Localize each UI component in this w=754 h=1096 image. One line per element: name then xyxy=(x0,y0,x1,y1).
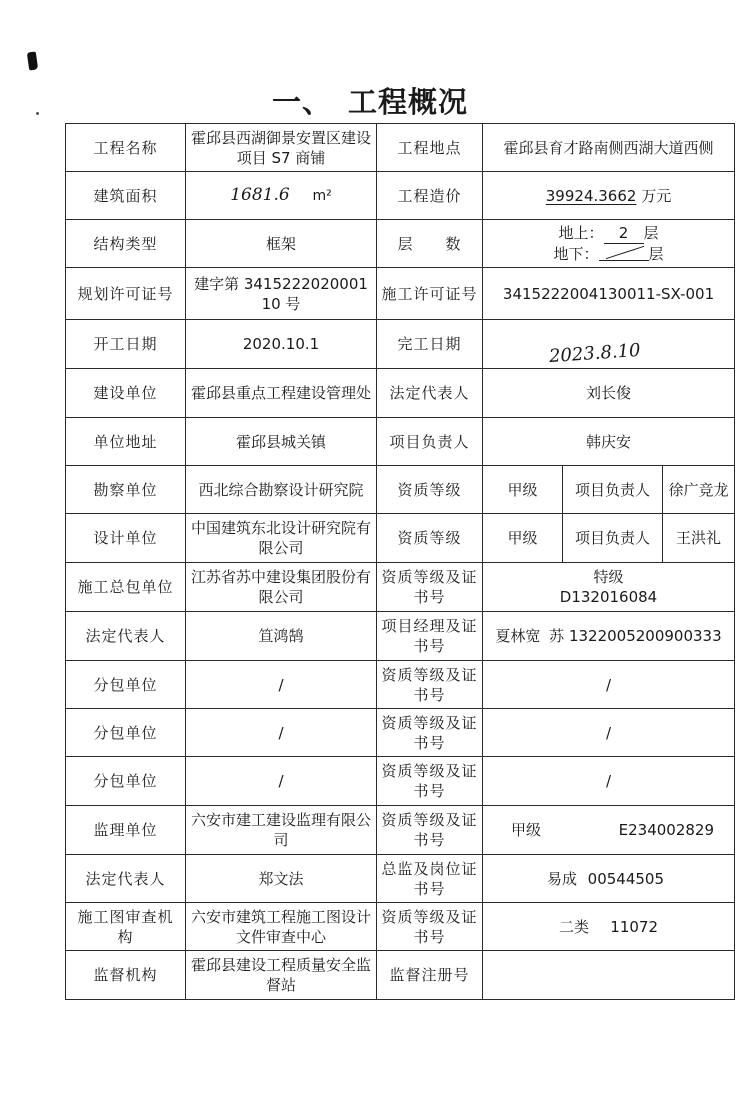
value-planning-permit: 建字第 341522202000110 号 xyxy=(186,268,377,320)
area-unit: m² xyxy=(312,188,332,204)
label-subcontractor-3: 分包单位 xyxy=(66,757,186,806)
label-floors: 层 数 xyxy=(377,220,483,268)
row-subcontractor-3 xyxy=(66,757,735,806)
label-sub2-qualification: 资质等级及证书号 xyxy=(377,709,483,757)
value-completion-date xyxy=(483,320,735,369)
value-supervisor-legal-rep: 郑文法 xyxy=(186,855,377,903)
project-overview-table xyxy=(65,123,735,1000)
row-supervisor xyxy=(66,806,735,855)
floors-below-unit: 层 xyxy=(648,245,664,263)
value-builder: 霍邱县重点工程建设管理处 xyxy=(186,369,377,418)
row-builder xyxy=(66,369,735,418)
label-subcontractor-1: 分包单位 xyxy=(66,661,186,709)
row-address xyxy=(66,418,735,466)
label-oversight-agency: 监督机构 xyxy=(66,951,186,1000)
value-project-cost xyxy=(483,172,735,220)
row-oversight xyxy=(66,951,735,1000)
value-chief-supervisor xyxy=(483,855,735,903)
floors-below xyxy=(487,244,730,264)
value-general-contractor: 江苏省苏中建设集团股份有限公司 xyxy=(186,563,377,612)
label-general-contractor: 施工总包单位 xyxy=(66,563,186,612)
label-contractor-qualification: 资质等级及证书号 xyxy=(377,563,483,612)
value-subcontractor-3: / xyxy=(186,757,377,806)
section-title-text: 工程概况 xyxy=(348,85,469,119)
floors-above-unit: 层 xyxy=(643,224,659,242)
row-supervisor-rep xyxy=(66,855,735,903)
row-dates xyxy=(66,320,735,369)
contractor-grade: 特级 xyxy=(593,568,624,586)
row-contractor-rep xyxy=(66,612,735,661)
row-survey xyxy=(66,466,735,514)
floors-below-blank xyxy=(599,246,649,261)
value-structure-type: 框架 xyxy=(186,220,377,268)
value-supervision-qualification xyxy=(483,806,735,855)
label-oversight-registration: 监督注册号 xyxy=(377,951,483,1000)
label-builder: 建设单位 xyxy=(66,369,186,418)
row-drawing-review xyxy=(66,903,735,951)
label-structure-type: 结构类型 xyxy=(66,220,186,268)
floors-above-value: 2 xyxy=(604,223,644,244)
value-design-unit: 中国建筑东北设计研究院有限公司 xyxy=(186,514,377,563)
value-survey-grade: 甲级 xyxy=(483,466,563,514)
row-subcontractor-2 xyxy=(66,709,735,757)
scan-ink-mark xyxy=(27,51,38,70)
value-start-date: 2020.10.1 xyxy=(186,320,377,369)
value-contractor-legal-rep: 笪鸿鹄 xyxy=(186,612,377,661)
value-project-location: 霍邱县育才路南侧西湖大道西侧 xyxy=(483,124,735,172)
label-sub3-qualification: 资质等级及证书号 xyxy=(377,757,483,806)
project-manager-name: 夏林宽 xyxy=(495,627,541,645)
label-supervision-unit: 监理单位 xyxy=(66,806,186,855)
label-survey-qualification: 资质等级 xyxy=(377,466,483,514)
scan-speck xyxy=(36,112,39,115)
label-project-location: 工程地点 xyxy=(377,124,483,172)
value-oversight-agency: 霍邱县建设工程质量安全监督站 xyxy=(186,951,377,1000)
row-structure xyxy=(66,220,735,268)
label-contractor-legal-rep: 法定代表人 xyxy=(66,612,186,661)
project-manager-cert: 苏 1322005200900333 xyxy=(549,627,722,645)
value-survey-lead: 徐广竞龙 xyxy=(663,466,735,514)
label-unit-address: 单位地址 xyxy=(66,418,186,466)
label-construction-permit: 施工许可证号 xyxy=(377,268,483,320)
value-contractor-qualification xyxy=(483,563,735,612)
label-supervision-qualification: 资质等级及证书号 xyxy=(377,806,483,855)
value-design-lead: 王洪礼 xyxy=(663,514,735,563)
label-design-lead: 项目负责人 xyxy=(563,514,663,563)
label-design-unit: 设计单位 xyxy=(66,514,186,563)
chief-supervisor-name: 易成 xyxy=(547,869,578,888)
floors-above-label: 地上： xyxy=(558,224,604,242)
value-building-area xyxy=(186,172,377,220)
value-project-name: 霍邱县西湖御景安置区建设项目 S7 商铺 xyxy=(186,124,377,172)
area-handwritten: 1681.6 xyxy=(230,185,290,205)
label-completion-date: 完工日期 xyxy=(377,320,483,369)
label-survey-unit: 勘察单位 xyxy=(66,466,186,514)
value-design-grade: 甲级 xyxy=(483,514,563,563)
value-project-manager xyxy=(483,612,735,661)
value-sub3-qualification: / xyxy=(483,757,735,806)
label-project-cost: 工程造价 xyxy=(377,172,483,220)
label-project-manager: 项目经理及证书号 xyxy=(377,612,483,661)
floors-below-label: 地下： xyxy=(553,245,599,263)
value-subcontractor-2: / xyxy=(186,709,377,757)
value-sub1-qualification: / xyxy=(483,661,735,709)
value-oversight-registration xyxy=(483,951,735,1000)
label-subcontractor-2: 分包单位 xyxy=(66,709,186,757)
review-cert: 11072 xyxy=(610,917,659,936)
label-supervisor-legal-rep: 法定代表人 xyxy=(66,855,186,903)
label-chief-supervisor: 总监及岗位证书号 xyxy=(377,855,483,903)
contractor-cert: D132016084 xyxy=(559,588,658,606)
value-project-lead: 韩庆安 xyxy=(483,418,735,466)
label-project-lead: 项目负责人 xyxy=(377,418,483,466)
row-contractor xyxy=(66,563,735,612)
row-design xyxy=(66,514,735,563)
supervision-grade: 甲级 xyxy=(511,821,542,839)
label-planning-permit: 规划许可证号 xyxy=(66,268,186,320)
row-area xyxy=(66,172,735,220)
supervision-cert: E234002829 xyxy=(618,821,715,839)
value-sub2-qualification: / xyxy=(483,709,735,757)
section-number: 一、 xyxy=(272,85,333,119)
value-supervision-unit: 六安市建工建设监理有限公司 xyxy=(186,806,377,855)
value-drawing-review: 六安市建筑工程施工图设计文件审查中心 xyxy=(186,903,377,951)
label-project-name: 工程名称 xyxy=(66,124,186,172)
value-construction-permit: 3415222004130011-SX-001 xyxy=(483,268,735,320)
label-sub1-qualification: 资质等级及证书号 xyxy=(377,661,483,709)
row-permits xyxy=(66,268,735,320)
label-drawing-review: 施工图审查机构 xyxy=(66,903,186,951)
label-building-area: 建筑面积 xyxy=(66,172,186,220)
cost-amount: 39924.3662 xyxy=(545,186,637,205)
completion-date-handwritten: 2023.8.10 xyxy=(548,339,641,368)
row-project-name xyxy=(66,124,735,172)
label-start-date: 开工日期 xyxy=(66,320,186,369)
review-grade: 二类 xyxy=(559,917,590,936)
value-survey-unit: 西北综合勘察设计研究院 xyxy=(186,466,377,514)
value-subcontractor-1: / xyxy=(186,661,377,709)
value-review-qualification xyxy=(483,903,735,951)
row-subcontractor-1 xyxy=(66,661,735,709)
floors-above xyxy=(487,223,730,244)
value-legal-rep: 刘长俊 xyxy=(483,369,735,418)
cost-unit: 万元 xyxy=(641,186,672,205)
label-design-qualification: 资质等级 xyxy=(377,514,483,563)
label-legal-rep: 法定代表人 xyxy=(377,369,483,418)
label-review-qualification: 资质等级及证书号 xyxy=(377,903,483,951)
value-floors xyxy=(483,220,735,268)
label-survey-lead: 项目负责人 xyxy=(563,466,663,514)
value-unit-address: 霍邱县城关镇 xyxy=(186,418,377,466)
chief-supervisor-cert: 00544505 xyxy=(587,869,665,888)
